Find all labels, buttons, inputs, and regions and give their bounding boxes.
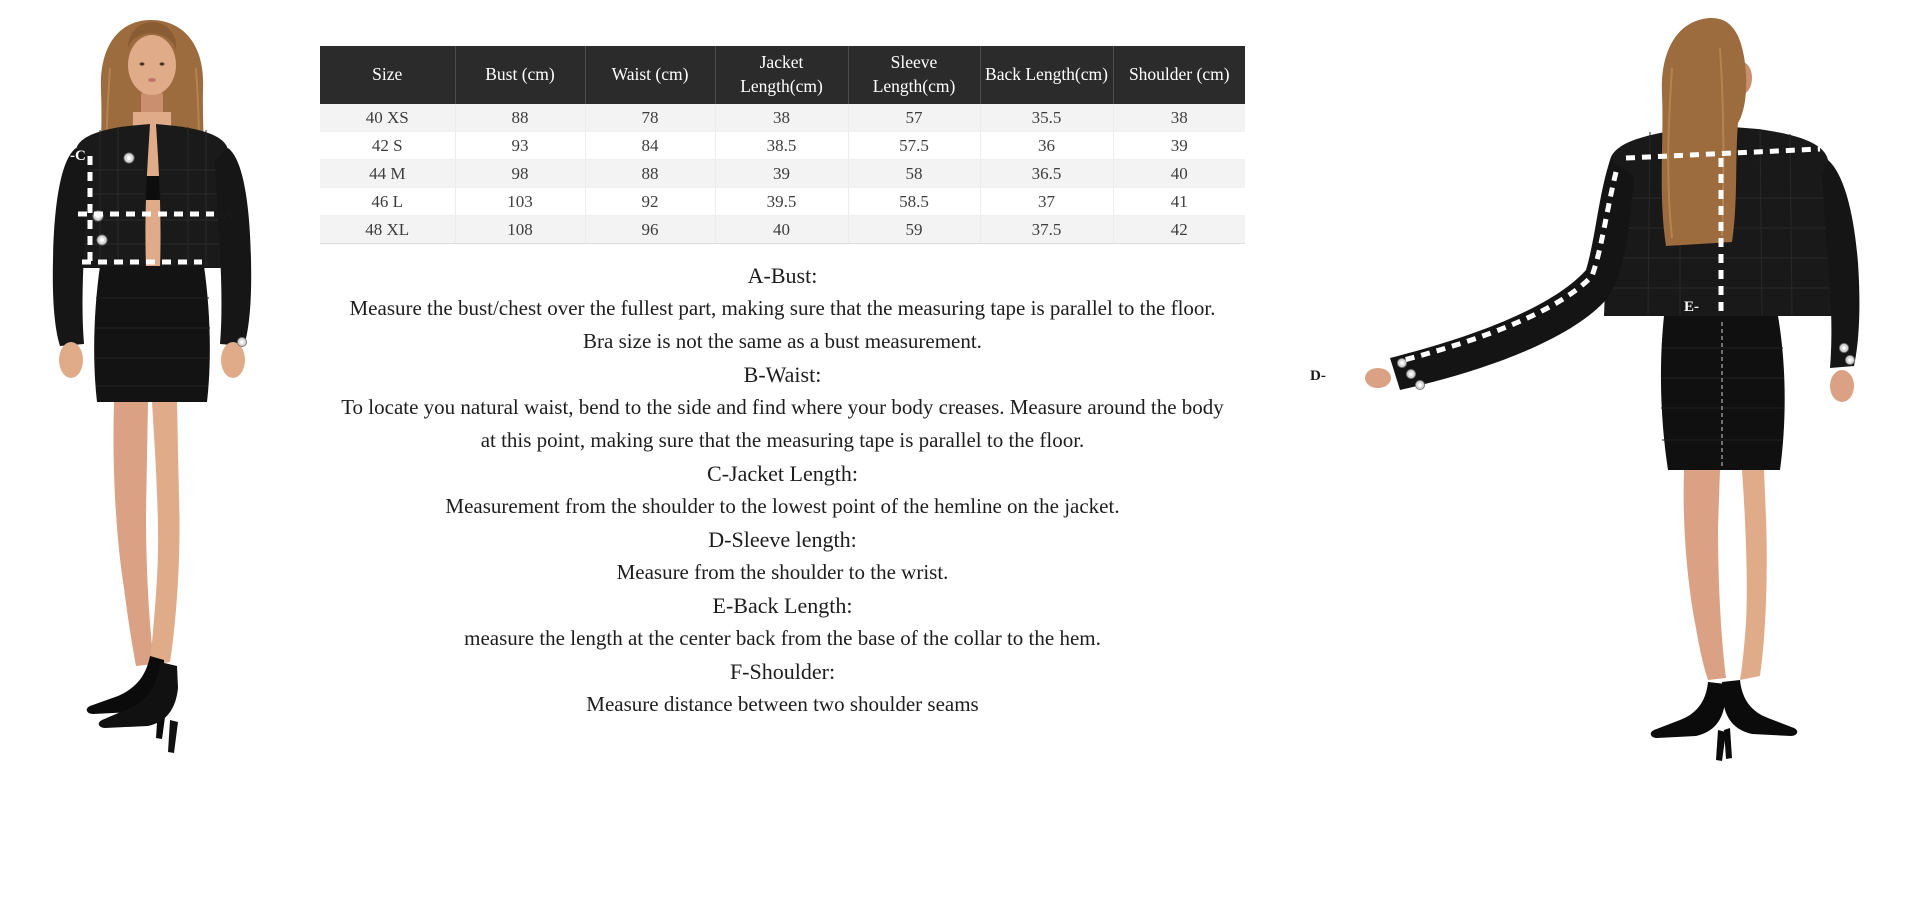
cell-waist: 78 xyxy=(585,104,715,132)
size-chart-table xyxy=(320,46,1245,244)
front-leg-left xyxy=(150,402,180,666)
cell-sleeve-length: 57 xyxy=(848,104,980,132)
cell-sleeve-length: 57.5 xyxy=(848,132,980,160)
header-row xyxy=(320,46,1245,104)
model-back-figure xyxy=(1280,8,1920,919)
table-row-44m xyxy=(320,160,1245,188)
measure-label-E: E- xyxy=(1684,299,1699,315)
guide-body-shoulder: Measure distance between two shoulder seams xyxy=(586,692,979,716)
table-row-48xl xyxy=(320,216,1245,244)
cell-sleeve-length: 58.5 xyxy=(848,188,980,216)
cell-size: 48 XL xyxy=(320,216,455,244)
table-row-42s xyxy=(320,132,1245,160)
col-header-size: Size xyxy=(320,46,455,104)
size-guide-content xyxy=(320,46,1245,721)
back-heels xyxy=(1651,680,1798,761)
guide-body-bust: Measure the bust/chest over the fullest part, making sure that the measuring tape is parallel to the floor. Bra size is not the same as a bust measurement. xyxy=(349,296,1216,353)
cell-size: 46 L xyxy=(320,188,455,216)
table-row-46l xyxy=(320,188,1245,216)
cell-back-length: 37 xyxy=(980,188,1113,216)
cell-waist: 96 xyxy=(585,216,715,244)
measurement-guide xyxy=(333,259,1233,721)
cell-waist: 88 xyxy=(585,160,715,188)
cell-size: 40 XS xyxy=(320,104,455,132)
cell-shoulder: 38 xyxy=(1113,104,1245,132)
front-skirt xyxy=(94,266,210,402)
front-leg-right xyxy=(113,402,154,666)
guide-heading-sleeve-length: D-Sleeve length: xyxy=(708,527,857,552)
back-leg-right xyxy=(1740,470,1767,680)
cell-back-length: 36.5 xyxy=(980,160,1113,188)
back-leg-left xyxy=(1684,470,1726,680)
cell-size: 42 S xyxy=(320,132,455,160)
col-header-shoulder: Shoulder (cm) xyxy=(1113,46,1245,104)
cell-back-length: 35.5 xyxy=(980,104,1113,132)
measure-label-F: -F xyxy=(1824,143,1839,159)
cell-bust: 93 xyxy=(455,132,585,160)
cell-sleeve-length: 59 xyxy=(848,216,980,244)
guide-heading-back-length: E-Back Length: xyxy=(712,593,853,618)
cell-jacket-length: 39 xyxy=(715,160,848,188)
measure-label-A: -A xyxy=(218,207,234,223)
guide-body-waist: To locate you natural waist, bend to the side and find where your body creases. Measure around the body at this point, making sure that the measuring tape is parallel to the floor. xyxy=(341,395,1224,452)
front-sleeve-right xyxy=(215,148,251,346)
cell-jacket-length: 38 xyxy=(715,104,848,132)
col-header-bust: Bust (cm) xyxy=(455,46,585,104)
guide-body-back-length: measure the length at the center back from the base of the collar to the hem. xyxy=(464,626,1101,650)
cell-shoulder: 39 xyxy=(1113,132,1245,160)
guide-section-jacket-length xyxy=(333,457,1233,523)
cell-size: 44 M xyxy=(320,160,455,188)
table-row-40xs xyxy=(320,104,1245,132)
col-header-back-length: Back Length(cm) xyxy=(980,46,1113,104)
front-hand-right xyxy=(221,342,245,378)
front-sleeve-left xyxy=(53,148,89,346)
measure-label-B: -B xyxy=(206,255,221,271)
guide-section-waist xyxy=(333,358,1233,457)
cell-shoulder: 41 xyxy=(1113,188,1245,216)
cell-shoulder: 42 xyxy=(1113,216,1245,244)
front-hand-left xyxy=(59,342,83,378)
cell-jacket-length: 39.5 xyxy=(715,188,848,216)
cell-back-length: 36 xyxy=(980,132,1113,160)
cell-waist: 84 xyxy=(585,132,715,160)
cell-back-length: 37.5 xyxy=(980,216,1113,244)
cell-bust: 103 xyxy=(455,188,585,216)
guide-heading-jacket-length: C-Jacket Length: xyxy=(707,461,858,486)
guide-section-bust xyxy=(333,259,1233,358)
col-header-waist: Waist (cm) xyxy=(585,46,715,104)
guide-body-jacket-length: Measurement from the shoulder to the lowest point of the hemline on the jacket. xyxy=(445,494,1120,518)
cell-shoulder: 40 xyxy=(1113,160,1245,188)
guide-section-sleeve-length xyxy=(333,523,1233,589)
cell-sleeve-length: 58 xyxy=(848,160,980,188)
back-skirt xyxy=(1661,316,1785,470)
cell-jacket-length: 40 xyxy=(715,216,848,244)
measure-label-C: -C xyxy=(70,148,86,164)
cell-bust: 108 xyxy=(455,216,585,244)
back-hand-right xyxy=(1365,368,1391,388)
size-chart-header xyxy=(320,46,1245,104)
measure-label-D: D- xyxy=(1310,368,1326,384)
guide-heading-bust: A-Bust: xyxy=(747,263,818,288)
col-header-sleeve-length: Sleeve Length(cm) xyxy=(848,46,980,104)
cell-bust: 88 xyxy=(455,104,585,132)
guide-heading-waist: B-Waist: xyxy=(743,362,822,387)
cell-jacket-length: 38.5 xyxy=(715,132,848,160)
guide-heading-shoulder: F-Shoulder: xyxy=(729,659,836,684)
back-hand-left xyxy=(1830,370,1854,402)
front-heels xyxy=(87,656,178,753)
guide-section-back-length xyxy=(333,589,1233,655)
model-front-figure xyxy=(0,8,330,919)
cell-bust: 98 xyxy=(455,160,585,188)
col-header-jacket-length: Jacket Length(cm) xyxy=(715,46,848,104)
guide-body-sleeve-length: Measure from the shoulder to the wrist. xyxy=(616,560,949,584)
cell-waist: 92 xyxy=(585,188,715,216)
guide-section-shoulder xyxy=(333,655,1233,721)
